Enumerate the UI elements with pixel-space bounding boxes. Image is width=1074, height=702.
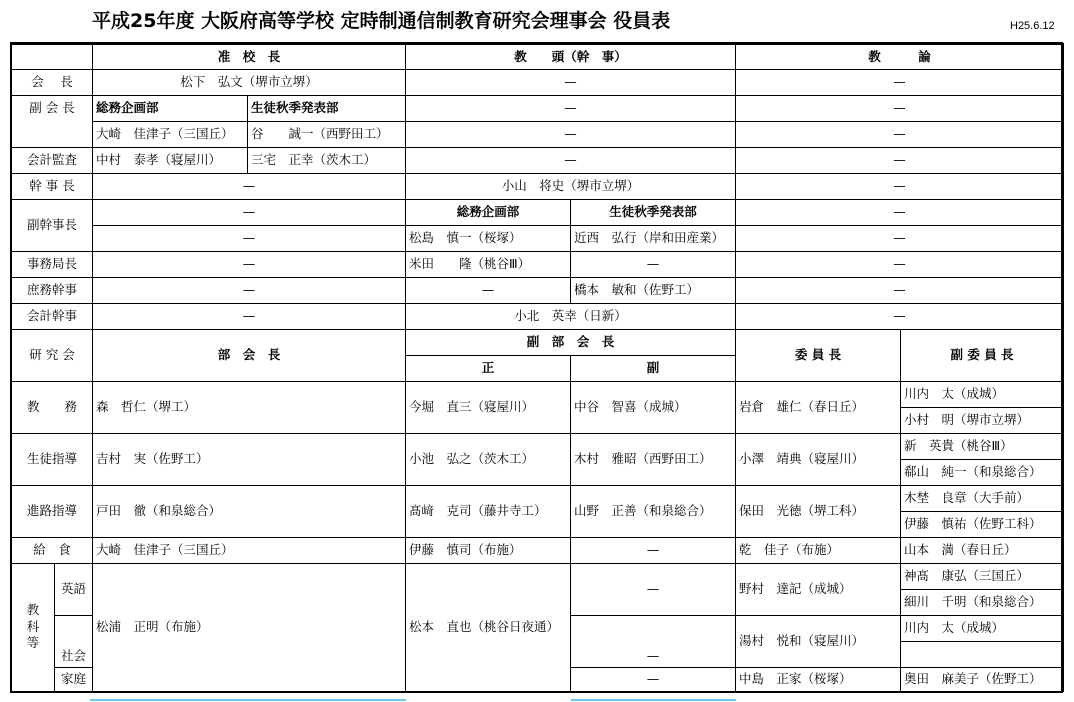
deputy-main-name: 今堀 直三（寝屋川） — [406, 381, 571, 433]
vice-principal-header: 教 頭（幹 事） — [406, 44, 736, 69]
dash-cell: — — [406, 147, 736, 173]
dash-cell: — — [93, 303, 406, 329]
officer-name: 小山 将史（堺市立堺） — [406, 173, 736, 199]
dash-cell: — — [571, 615, 736, 667]
deputy-committee-name: 小村 明（堺市立堺） — [901, 407, 1064, 433]
role-label: 会計幹事 — [12, 303, 93, 329]
committee-head-name: 野村 達記（成城） — [736, 563, 901, 615]
role-label: 副幹事長 — [12, 199, 93, 251]
officer-name: 大崎 佳津子（三国丘） — [93, 121, 248, 147]
deputy-dept-head-header: 副 部 会 長 — [406, 329, 736, 355]
deputy-sub-name: 木村 雅昭（西野田工） — [571, 433, 736, 485]
deputy-committee-name: 川内 太（成城） — [901, 615, 1064, 641]
role-label: 幹 事 長 — [12, 173, 93, 199]
dash-cell: — — [93, 251, 406, 277]
dash-cell: — — [736, 147, 1064, 173]
role-label: 庶務幹事 — [12, 277, 93, 303]
research-name: 教 務 — [12, 381, 93, 433]
teacher-header: 教 論 — [736, 44, 1064, 69]
auditor-row — [12, 147, 1064, 173]
committee-head-name: 中島 正家（桜塚） — [736, 667, 901, 691]
dash-cell: — — [571, 251, 736, 277]
research-row — [12, 485, 1064, 511]
main-header: 正 — [406, 355, 571, 381]
dash-cell: — — [736, 69, 1064, 95]
general-secretary-row — [12, 277, 1064, 303]
dash-cell: — — [571, 537, 736, 563]
dash-cell: — — [571, 667, 736, 691]
president-row — [12, 69, 1064, 95]
officer-name: 近西 弘行（岸和田産業） — [571, 225, 736, 251]
research-header-row — [12, 329, 1064, 355]
dash-cell: — — [93, 199, 406, 225]
subjects-dept-head: 松浦 正明（布施） — [93, 563, 406, 691]
deputy-committee-name: 奥田 麻美子（佐野工） — [901, 667, 1064, 691]
office-head-row — [12, 251, 1064, 277]
committee-head-name: 小澤 靖典（寝屋川） — [736, 433, 901, 485]
deputy-committee-name: 伊藤 慎祐（佐野工科） — [901, 511, 1064, 537]
dept-head-name: 大崎 佳津子（三国丘） — [93, 537, 406, 563]
vice-secretary-row — [12, 199, 1064, 225]
role-label: 副 会 長 — [12, 95, 93, 147]
officer-name: 三宅 正幸（茨木工） — [248, 147, 406, 173]
dash-cell: — — [406, 277, 571, 303]
header-row — [12, 44, 1064, 69]
dash-cell: — — [406, 121, 736, 147]
vice-president-row — [12, 95, 1064, 121]
role-label: 会計監査 — [12, 147, 93, 173]
officer-name: 橋本 敏和（佐野工） — [571, 277, 736, 303]
dash-cell: — — [736, 121, 1064, 147]
dash-cell: — — [93, 225, 406, 251]
vice-secretary-names-row — [12, 225, 1064, 251]
dash-cell: — — [736, 95, 1064, 121]
research-name: 進路指導 — [12, 485, 93, 537]
accent-line — [90, 699, 406, 701]
committee-head-header: 委 員 長 — [736, 329, 901, 381]
dash-cell: — — [736, 303, 1064, 329]
student-autumn-label: 生徒秋季発表部 — [571, 199, 736, 225]
research-header: 研 究 会 — [12, 329, 93, 381]
deputy-committee-name: 郗山 純一（和泉総合） — [901, 459, 1064, 485]
subject-name: 社会 — [55, 615, 93, 667]
student-autumn-label: 生徒秋季発表部 — [248, 95, 406, 121]
research-row — [12, 433, 1064, 459]
subjects-label: 教 科 等 — [12, 563, 55, 691]
dept-head-name: 吉村 実（佐野工） — [93, 433, 406, 485]
officer-name: 松島 慎一（桜塚） — [406, 225, 571, 251]
deputy-committee-name — [901, 641, 1064, 667]
dash-cell: — — [736, 225, 1064, 251]
deputy-sub-name: 山野 正善（和泉総合） — [571, 485, 736, 537]
deputy-main-name: 髙﨑 克司（藤井寺工） — [406, 485, 571, 537]
subject-name: 家庭 — [55, 667, 93, 691]
deputy-committee-name: 山本 満（春日丘） — [901, 537, 1064, 563]
committee-head-name: 岩倉 雄仁（春日丘） — [736, 381, 901, 433]
dash-cell: — — [406, 69, 736, 95]
page-title: 平成25年度 大阪府高等学校 定時制通信制教育研究会理事会 役員表 — [92, 10, 671, 32]
dash-cell: — — [93, 277, 406, 303]
deputy-main-name: 伊藤 慎司（布施） — [406, 537, 571, 563]
research-name: 給 食 — [12, 537, 93, 563]
dash-cell: — — [736, 199, 1064, 225]
deputy-main-name: 小池 弘之（茨木工） — [406, 433, 571, 485]
committee-head-name: 湯村 悦和（寝屋川） — [736, 615, 901, 667]
document-date: H25.6.12 — [1010, 20, 1055, 32]
officer-name: 小北 英幸（日新） — [406, 303, 736, 329]
dash-cell: — — [93, 173, 406, 199]
dash-cell: — — [736, 173, 1064, 199]
committee-head-name: 乾 佳子（布施） — [736, 537, 901, 563]
sub-header: 副 — [571, 355, 736, 381]
deputy-committee-name: 木埜 良章（大手前） — [901, 485, 1064, 511]
dept-head-name: 森 哲仁（堺工） — [93, 381, 406, 433]
officer-name: 谷 誠一（西野田工） — [248, 121, 406, 147]
committee-head-name: 保田 光徳（堺工科） — [736, 485, 901, 537]
role-label: 事務局長 — [12, 251, 93, 277]
vice-president-names-row — [12, 121, 1064, 147]
accent-line — [571, 699, 736, 701]
dash-cell: — — [406, 95, 736, 121]
officer-name: 中村 泰孝（寝屋川） — [93, 147, 248, 173]
deputy-committee-name: 神髙 康弘（三国丘） — [901, 563, 1064, 589]
deputy-sub-name: 中谷 智喜（成城） — [571, 381, 736, 433]
subjects-deputy-main: 松本 直也（桃谷日夜通） — [406, 563, 571, 691]
principal-header: 准 校 長 — [93, 44, 406, 69]
dash-cell: — — [736, 277, 1064, 303]
dept-head-header: 部 会 長 — [93, 329, 406, 381]
secretary-head-row — [12, 173, 1064, 199]
deputy-committee-name: 新 英貴（桃谷Ⅲ） — [901, 433, 1064, 459]
deputy-committee-name: 細川 千明（和泉総合） — [901, 589, 1064, 615]
role-label: 会 長 — [12, 69, 93, 95]
research-row — [12, 381, 1064, 407]
corner-cell — [12, 44, 93, 69]
dash-cell: — — [736, 251, 1064, 277]
dash-cell: — — [571, 563, 736, 615]
deputy-committee-name: 川内 太（成城） — [901, 381, 1064, 407]
research-name: 生徒指導 — [12, 433, 93, 485]
subject-row-english — [12, 563, 1064, 589]
subject-name: 英語 — [55, 563, 93, 615]
general-planning-label: 総務企画部 — [93, 95, 248, 121]
research-row — [12, 537, 1064, 563]
officers-table — [11, 43, 1064, 692]
accounting-secretary-row — [12, 303, 1064, 329]
officer-name: 米田 隆（桃谷Ⅲ） — [406, 251, 571, 277]
dept-head-name: 戸田 徹（和泉総合） — [93, 485, 406, 537]
general-planning-label: 総務企画部 — [406, 199, 571, 225]
officer-name: 松下 弘文（堺市立堺） — [93, 69, 406, 95]
deputy-committee-head-header: 副 委 員 長 — [901, 329, 1064, 381]
